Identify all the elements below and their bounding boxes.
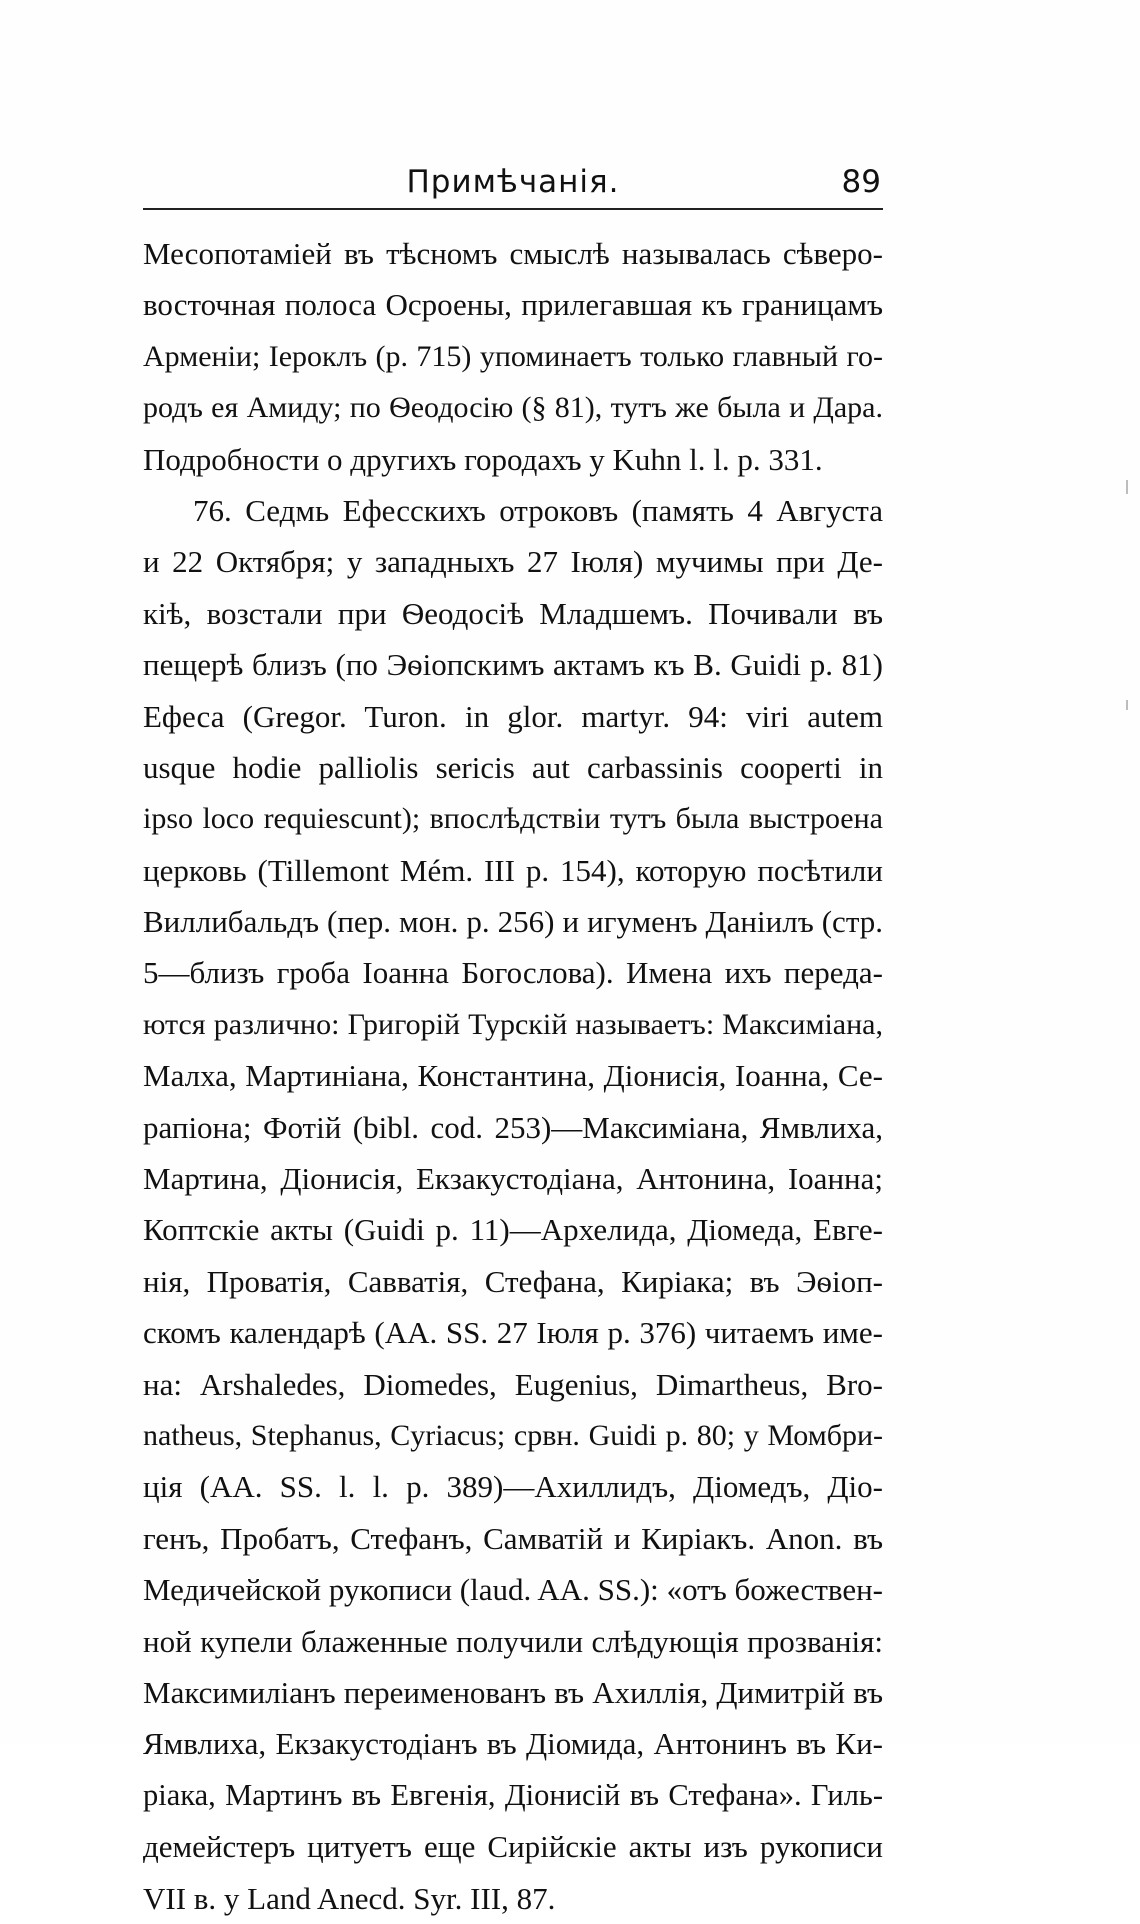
header-rule	[143, 208, 883, 210]
page-number: 89	[841, 164, 881, 200]
text-line: Подробности о другихъ городахъ у Kuhn l. l. p. 331.	[143, 441, 823, 477]
text-line: генъ, Пробатъ, Стефанъ, Самватій и Киріакъ. Anon. въ	[143, 1520, 883, 1556]
text-line: VII в. у Land Anecd. Syr. III, 87.	[143, 1880, 556, 1916]
text-line: Коптскіе акты (Guidi p. 11)—Архелида, Діомеда, Евге-	[143, 1212, 883, 1248]
text-line: ція (AA. SS. l. l. p. 389)—Ахиллидъ, Діомедъ, Діо-	[143, 1469, 883, 1505]
text-line: ріака, Мартинъ въ Евгенія, Діонисій въ Стефана». Гиль-	[143, 1777, 883, 1812]
text-line: пещерѣ близъ (по Эѳіопскимъ актамъ къ B. Guidi p. 81)	[143, 647, 883, 683]
text-line: natheus, Stephanus, Cyriacus; срвн. Guidi p. 80; у Момбри-	[143, 1418, 883, 1452]
text-line: родъ ея Амиду; по Ѳеодосію (§ 81), тутъ же была и Дара.	[143, 391, 883, 425]
text-line: кіѣ, возстали при Ѳеодосіѣ Младшемъ. Почивали въ	[143, 595, 883, 631]
running-header	[143, 160, 883, 208]
text-line: ются различно: Григорій Турскій называетъ: Максиміана,	[143, 1007, 883, 1041]
text-line: скомъ календарѣ (AA. SS. 27 Іюля р. 376) читаемъ име-	[143, 1315, 883, 1351]
text-line: Ефеса (Gregor. Turon. in glor. martyr. 94: viri autem	[143, 698, 883, 734]
text-line: usque hodie palliolis sericis aut carbassinis cooperti in	[143, 749, 883, 785]
text-line: Максимиліанъ переименованъ въ Ахиллія, Димитрій въ	[143, 1674, 883, 1710]
text-line: Ямвлиха, Екзакустодіанъ въ Діомида, Антонинъ въ Ки-	[143, 1726, 883, 1762]
text-line: рапіона; Фотій (bibl. cod. 253)—Максиміана, Ямвлиха,	[143, 1109, 883, 1145]
text-line: Мартина, Діонисія, Екзакустодіана, Антонина, Іоанна;	[143, 1161, 883, 1197]
text-line: церковь (Tillemont Mém. III p. 154), которую посѣтили	[143, 852, 883, 888]
text-line: Арменіи; Іероклъ (р. 715) упоминаетъ только главный го-	[143, 339, 883, 373]
text-line: нія, Проватія, Савватія, Стефана, Киріака; въ Эѳіоп-	[143, 1263, 883, 1299]
text-line: ipso loco requiescunt); впослѣдствіи тутъ была выстроена	[143, 802, 883, 836]
text-line: и 22 Октября; у западныхъ 27 Іюля) мучимы при Де-	[143, 544, 883, 580]
text-line: Медичейской рукописи (laud. AA. SS.): «отъ божествен-	[143, 1572, 883, 1608]
note-76-first-line: 76. Седмь Ефесскихъ отроковъ (память 4 Августа	[193, 492, 883, 528]
text-line: Месопотаміей въ тѣсномъ смыслѣ называлась сѣверо-	[143, 236, 883, 271]
running-title: Примѣчанія.	[406, 164, 620, 200]
text-line: на: Arshaledes, Diomedes, Eugenius, Dimartheus, Bro-	[143, 1366, 883, 1402]
text-line: 5—близъ гроба Іоанна Богослова). Имена ихъ переда-	[143, 955, 883, 991]
text-line: ной купели блаженные получили слѣдующія прозванія:	[143, 1623, 883, 1659]
text-line: Виллибальдъ (пер. мон. р. 256) и игуменъ Даніилъ (стр.	[143, 904, 883, 940]
text-line: демейстеръ цитуетъ еще Сирійскіе акты изъ рукописи	[143, 1829, 883, 1865]
text-line: Малха, Мартиніана, Константина, Діонисія, Іоанна, Се-	[143, 1058, 883, 1094]
text-line: восточная полоса Осроены, прилегавшая къ границамъ	[143, 287, 883, 323]
scan-edge-mark	[1126, 480, 1128, 494]
scan-edge-mark	[1126, 700, 1128, 710]
notes-text-block	[143, 228, 883, 1924]
